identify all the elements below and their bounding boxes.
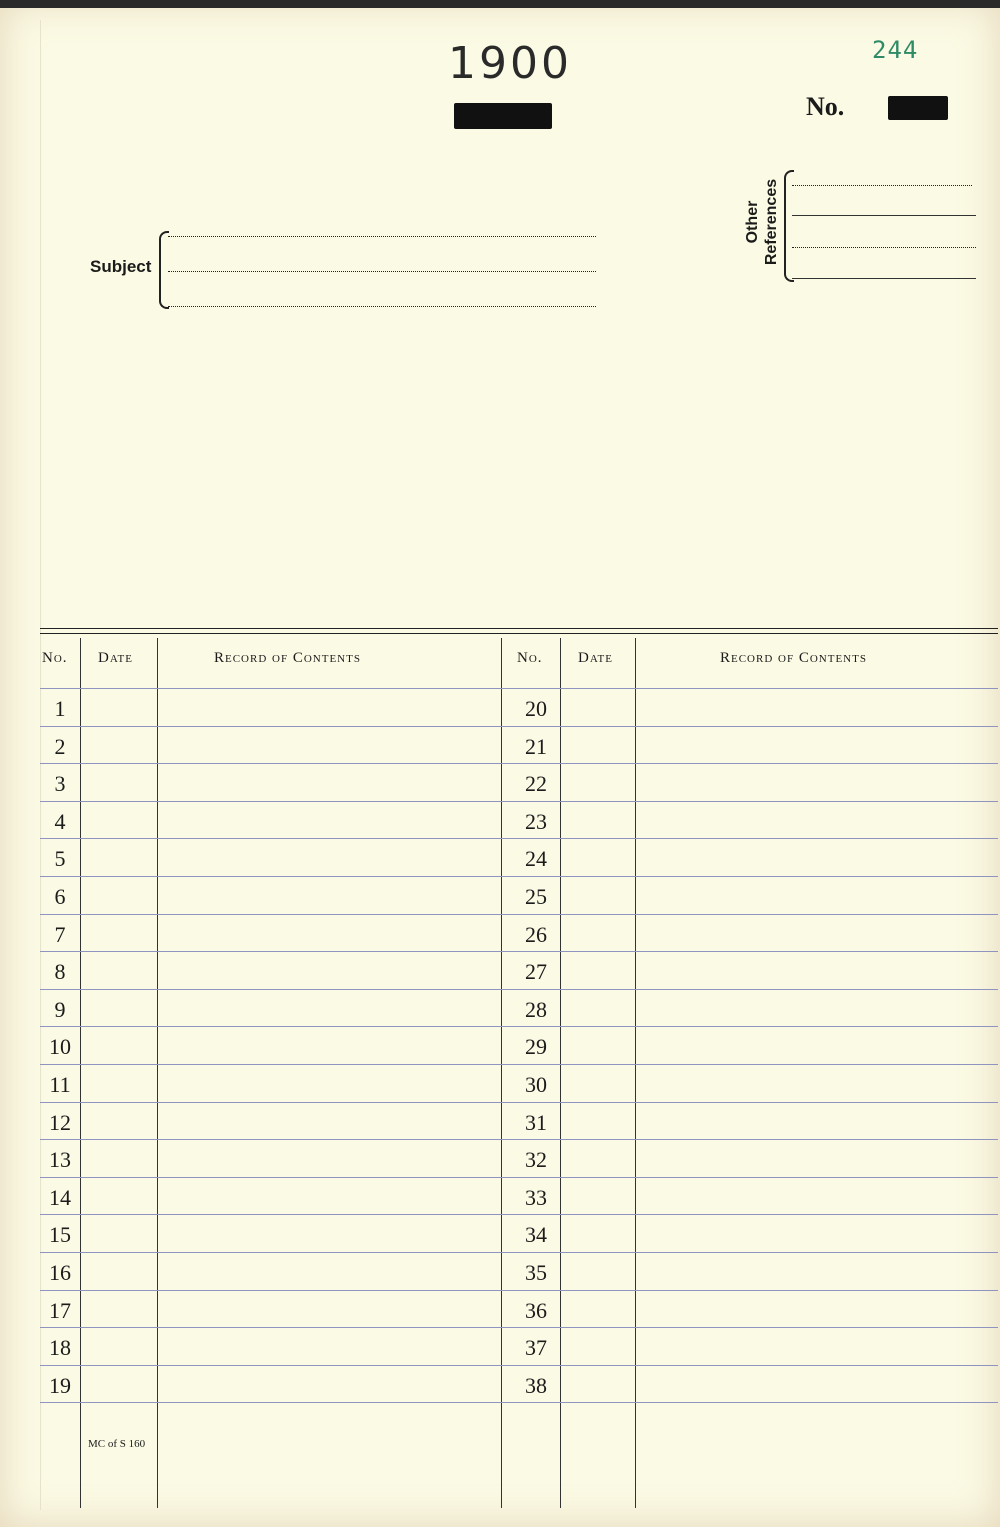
table-row-line (40, 914, 998, 915)
row-number-left: 13 (49, 1147, 71, 1173)
table-row-line (40, 1214, 998, 1215)
table-row-line (40, 688, 998, 689)
table-top-rule-2 (40, 633, 998, 634)
table-row-line (40, 1177, 998, 1178)
table-row-line (40, 1402, 998, 1403)
column-divider (80, 638, 81, 1508)
row-number-left: 1 (54, 696, 66, 721)
top-edge (0, 0, 1000, 8)
row-number-left: 19 (49, 1372, 71, 1398)
row-number-left: 4 (54, 808, 66, 834)
row-number-left: 3 (54, 771, 66, 797)
column-divider (157, 638, 158, 1508)
row-number-left: 18 (49, 1335, 71, 1361)
row-number-left: 17 (49, 1297, 71, 1323)
row-number-left: 8 (54, 959, 66, 985)
redacted-file-number (888, 96, 948, 120)
header-no-left: No. (42, 650, 68, 666)
file-number-label: No. (806, 92, 845, 121)
table-row-line (40, 1290, 998, 1291)
table-top-rule (40, 628, 998, 629)
row-number-right: 31 (525, 1109, 547, 1135)
other-references-line-1[interactable] (792, 185, 972, 186)
table-row-line (40, 1365, 998, 1366)
row-number-right: 34 (525, 1222, 547, 1248)
row-number-right: 20 (525, 696, 547, 721)
table-row-line (40, 951, 998, 952)
table-row-line (40, 1026, 998, 1027)
row-number-left: 5 (54, 846, 66, 872)
row-number-right: 32 (525, 1147, 547, 1173)
row-number-right: 23 (525, 808, 547, 834)
other-references-line-4[interactable] (792, 278, 976, 279)
row-number-right: 33 (525, 1184, 547, 1210)
other-references-line-3[interactable] (792, 247, 976, 248)
row-number-left: 11 (49, 1072, 71, 1097)
other-references-brace (784, 170, 794, 282)
row-number-right: 22 (525, 771, 547, 797)
header-record-right: Record of Contents (720, 650, 867, 666)
table-row-line (40, 1064, 998, 1065)
row-number-left: 2 (54, 733, 66, 759)
subject-brace (159, 231, 169, 309)
row-number-left: 6 (54, 884, 66, 909)
column-divider (501, 638, 502, 1508)
header-date-right: Date (578, 650, 613, 666)
table-row-line (40, 763, 998, 764)
table-row-line (40, 876, 998, 877)
row-number-left: 16 (49, 1260, 71, 1285)
row-number-right: 38 (525, 1372, 547, 1398)
row-number-right: 29 (525, 1034, 547, 1060)
row-number-right: 26 (525, 921, 547, 947)
table-row-line (40, 989, 998, 990)
row-number-right: 36 (525, 1297, 547, 1323)
row-number-left: 12 (49, 1109, 71, 1135)
column-divider (560, 638, 561, 1508)
row-number-left: 15 (49, 1222, 71, 1248)
header-no-right: No. (517, 650, 543, 666)
form-code: MC of S 160 (88, 1438, 146, 1450)
subject-line-3[interactable] (168, 306, 596, 307)
row-number-right: 37 (525, 1335, 547, 1361)
other-references-label: Other References (744, 178, 780, 266)
table-row-line (40, 1252, 998, 1253)
table-row-line (40, 1139, 998, 1140)
row-number-right: 21 (525, 733, 547, 759)
table-row-line (40, 838, 998, 839)
row-number-right: 24 (525, 846, 547, 872)
row-number-right: 28 (525, 996, 547, 1022)
column-divider (635, 638, 636, 1508)
redacted-title-block (454, 103, 552, 129)
table-row-line (40, 801, 998, 802)
year-heading: 1900 (448, 38, 572, 89)
row-number-left: 9 (54, 996, 66, 1022)
row-number-right: 35 (525, 1260, 547, 1285)
header-date-left: Date (98, 650, 133, 666)
subject-line-1[interactable] (168, 236, 596, 237)
row-number-left: 10 (49, 1034, 71, 1060)
row-number-left: 14 (49, 1184, 71, 1210)
row-number-right: 25 (525, 884, 547, 909)
header-record-left: Record of Contents (214, 650, 361, 666)
subject-label: Subject (90, 257, 152, 276)
table-row-line (40, 1102, 998, 1103)
other-references-line-2[interactable] (792, 215, 976, 216)
row-number-right: 27 (525, 959, 547, 985)
table-row-line (40, 1327, 998, 1328)
table-row-line (40, 726, 998, 727)
stamp-number: 244 (872, 36, 919, 64)
row-number-left: 7 (54, 921, 66, 947)
row-number-right: 30 (525, 1072, 547, 1097)
spine-crease (40, 20, 41, 1510)
subject-line-2[interactable] (168, 271, 596, 272)
